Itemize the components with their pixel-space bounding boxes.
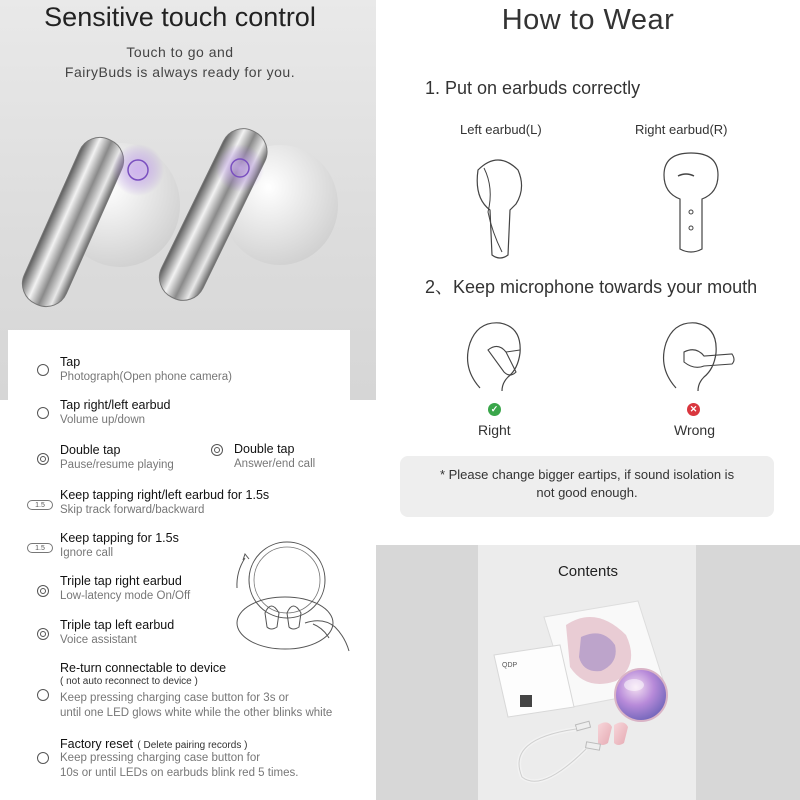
check-icon: ✓ [488,403,501,416]
gesture-keep-tapping [60,531,179,561]
gesture-triple-tap-right [60,574,190,604]
gesture-note: ( not auto reconnect to device ) [60,676,198,687]
gesture-double-tap-play [60,443,174,473]
gesture-reconnect-desc [60,691,332,721]
wear-step-1: 1. Put on earbuds correctly [425,78,641,98]
gesture-title: Keep tapping for 1.5s [60,531,179,545]
gesture-title: Triple tap left earbud [60,618,175,632]
wear-step-2: 2、Keep microphone towards your mouth [425,277,758,297]
gesture-reconnect [60,661,226,687]
hold-duration-icon: 1.5 [27,543,53,553]
gesture-tap [60,355,232,385]
left-earbud-label: Left earbud(L) [460,122,542,137]
touch-subtitle-line2: FairyBuds is always ready for you. [64,64,296,80]
double-tap-icon [37,453,49,465]
gesture-title: Tap right/left earbud [60,398,171,412]
note-line2: not good enough. [536,485,638,500]
double-tap-icon [211,444,223,456]
triple-tap-icon [37,585,49,597]
right-earbud-label: Right earbud(R) [635,122,728,137]
gesture-desc: 10s or until LEDs on earbuds blink red 5 times. [60,767,299,779]
gesture-desc: Keep pressing charging case button for [60,752,261,764]
gesture-title: Re-turn connectable to device [60,661,227,675]
ear-right-position-diagram [460,318,530,398]
gesture-title: Tap [60,355,81,369]
ear-wrong-position-diagram [656,318,736,398]
contents-title: Contents [557,563,619,580]
button-press-icon [37,689,49,701]
left-earbud-diagram [468,150,538,260]
triple-tap-icon [37,628,49,640]
right-earbud-diagram [656,150,726,260]
gesture-title: Double tap [60,443,121,457]
booklet-brand: QDP [502,662,518,669]
how-to-wear-panel [376,0,800,545]
wrong-label: Wrong [674,422,715,438]
gesture-desc: Voice assistant [60,634,137,646]
package-contents-image [376,545,800,800]
right-label: Right [478,422,511,438]
wear-heading: How to Wear [501,4,675,36]
note-line1: * Please change bigger eartips, if sound isolation is [439,467,735,482]
gesture-desc: until one LED glows white while the other blinks white [60,707,333,719]
button-press-icon [37,752,49,764]
gesture-desc: Low-latency mode On/Off [60,590,191,602]
touch-subtitle-line1: Touch to go and [126,44,234,60]
gesture-desc: Keep pressing charging case button for 3s or [60,692,289,704]
gesture-desc: Photograph(Open phone camera) [60,371,232,383]
hold-duration-icon: 1.5 [27,500,53,510]
gesture-desc: Volume up/down [60,414,146,426]
gesture-title: Triple tap right earbud [60,574,182,588]
gesture-title: Factory reset [60,737,133,751]
gesture-double-tap-call [234,442,315,472]
gesture-keep-tapping-rl [60,488,269,518]
gesture-note: ( Delete pairing records ) [137,740,248,751]
gesture-reset-desc [60,751,298,781]
eartips-note [400,456,774,517]
earbuds-product-image [0,0,376,330]
gesture-desc: Ignore call [60,547,114,559]
contents-panel [376,545,800,800]
gesture-title: Keep tapping right/left earbud for 1.5s [60,488,270,502]
gesture-desc: Answer/end call [234,458,316,470]
touch-title: Sensitive touch control [44,2,316,32]
single-tap-icon [37,407,49,419]
cross-icon: ✕ [687,403,700,416]
gesture-desc: Skip track forward/backward [60,504,205,516]
gesture-tap-right-left [60,398,171,428]
gesture-desc: Pause/resume playing [60,459,174,471]
charging-case-hand-illustration [225,528,355,658]
gesture-triple-tap-left [60,618,174,648]
gesture-title: Double tap [234,442,295,456]
single-tap-icon [37,364,49,376]
